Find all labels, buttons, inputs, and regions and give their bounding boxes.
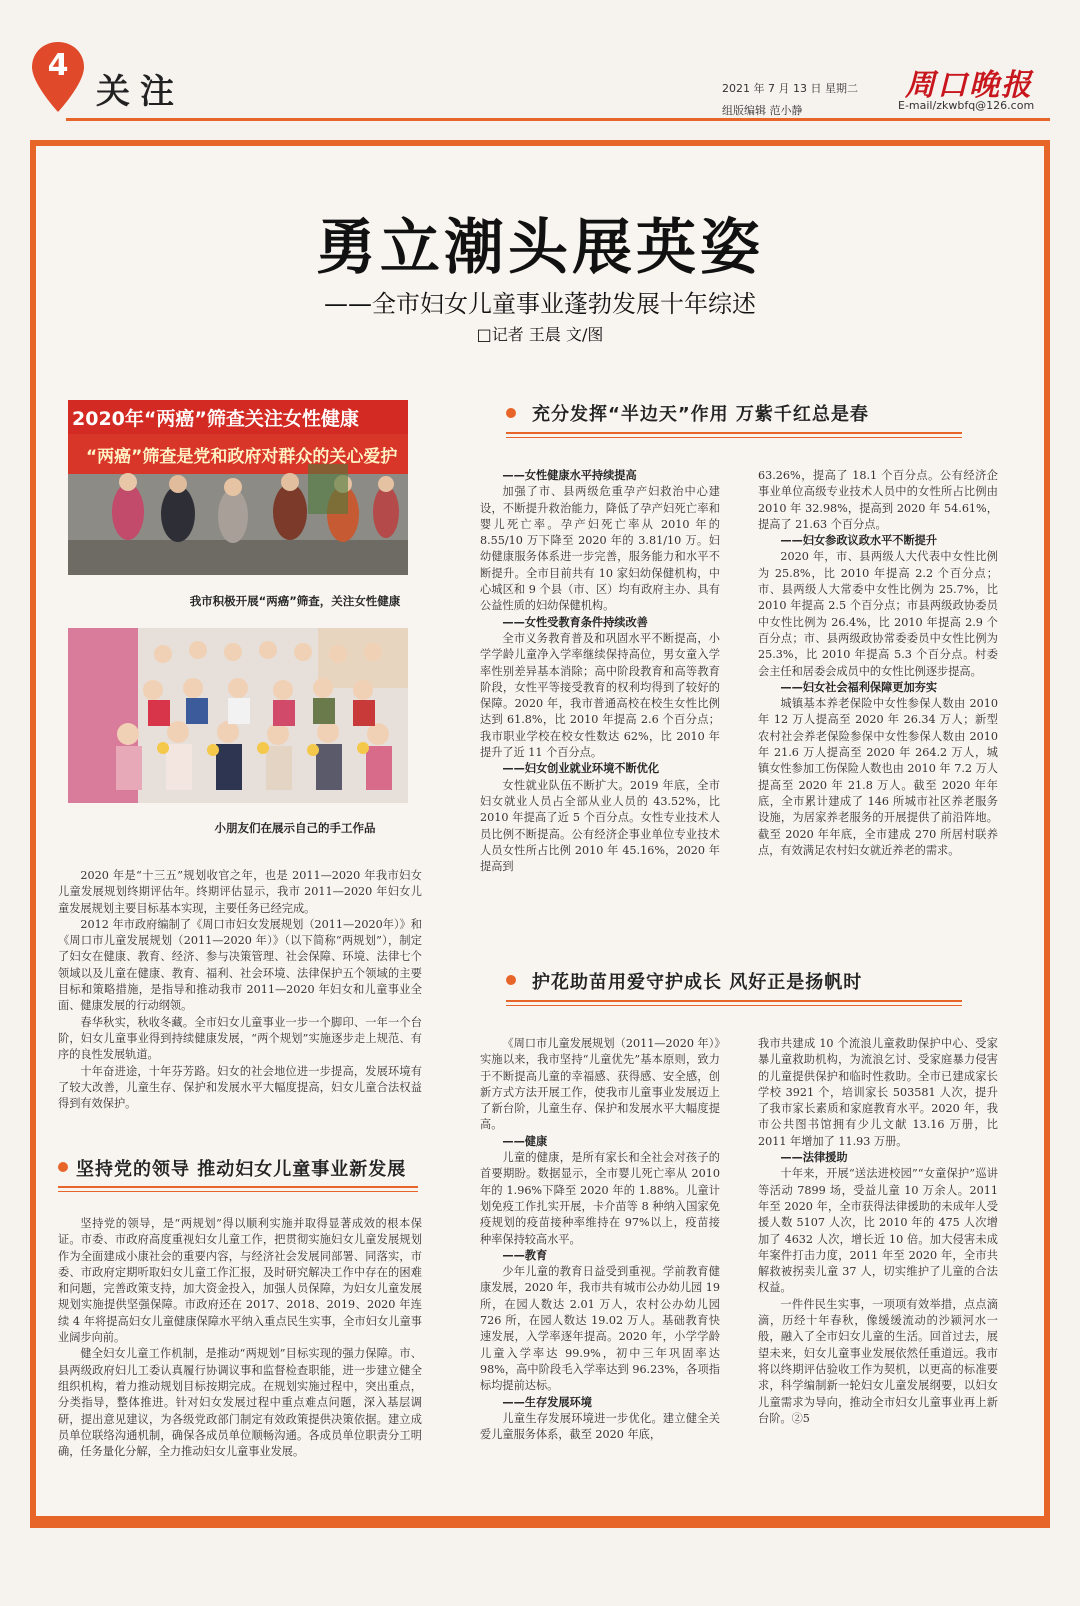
subheading-employment: ——妇女创业就业环境不断优化 bbox=[502, 762, 660, 776]
section1-underline bbox=[58, 1186, 418, 1188]
section3-underline bbox=[506, 1000, 962, 1002]
intro-paragraph: 十年奋进途，十年芬芳路。妇女的社会地位进一步提高，发展环境有了较大改善，儿童生存、保护和发展水平大幅度提高，妇女儿童合法权益得到有效保护。 bbox=[58, 1064, 422, 1111]
banner-text-line-2: “两癌”筛查是党和政府对群众的关心爱护 bbox=[86, 447, 398, 467]
section2-bullet-icon bbox=[506, 408, 516, 418]
headline: 勇立潮头展英姿 bbox=[316, 213, 764, 283]
paragraph: 女性就业队伍不断扩大。2019 年底，全市妇女就业人员占全部从业人员的 43.52%，比 2010 年提高了近 5 个百分点。女性专业技术人员比例不断提高。公有经济企事业单位专业技术人员女性所占比例 2010 年 45.16%，2020 年提高到 bbox=[480, 778, 720, 874]
section3-column-2 bbox=[758, 1036, 998, 1427]
section1-paragraph: 坚持党的领导，是“两规划”得以顺利实施并取得显著成效的根本保证。市委、市政府高度重视妇女儿童工作，把贯彻实施妇女儿童发展规划作为全面建成小康社会的重要内容，与经济社会发展同部署、同落实，市委、市政府定期听取妇女儿童工作汇报，及时研究解决工作中存在的困难和问题，完善政策支持，加大资金投入，加强人员保障，为妇女儿童发展规划实施提供坚强保障。市政府还在 2017、2018、2019、2020 年连续 4 年将提高妇女儿童健康保障水平纳入重点民生实事，全市妇女儿童事业阔步向前。 bbox=[58, 1217, 422, 1345]
section1-bullet-icon bbox=[58, 1162, 68, 1172]
paragraph: 十年来，开展“送法进校园”“女童保护”巡讲等活动 7899 场，受益儿童 10 万余人。2011 年至 2020 年，全市获得法律援助的未成年人受援人数 5107 人次，比 2010 年的 475 人次增加了 4632 人次，增长近 10 倍。加大侵害未成年案件打击力度，2011 年至 2020 年，全市共解救被拐卖儿童 37 人，切实维护了儿童的合法权益。 bbox=[758, 1167, 998, 1295]
section3-bullet-icon bbox=[506, 975, 516, 985]
issue-date: 2021 年 7 月 13 日 星期二 bbox=[722, 82, 858, 95]
section2-title: 充分发挥“半边天”作用 万紫千红总是春 bbox=[532, 404, 869, 425]
section-name: 关注 bbox=[96, 72, 184, 112]
paragraph: 一件件民生实事，一项项有效举措，点点滴滴，历经十年春秋，像缓缓流动的沙颍河水一般，融入了全市妇女儿童的生活。回首过去，展望未来，妇女儿童事业发展依然任重道远。我市将以终期评估验收工作为契机，以更高的标准要求，科学编制新一轮妇女儿童发展纲要，以妇女儿童需求为导向，推动全市妇女儿童事业再上新台阶。②5 bbox=[758, 1297, 998, 1425]
subheading-legal-aid: ——法律援助 bbox=[780, 1151, 848, 1165]
section1-text bbox=[58, 1216, 422, 1460]
photo-children bbox=[68, 628, 408, 803]
section2-column-2 bbox=[758, 468, 998, 859]
paragraph-continued: 我市共建成 10 个流浪儿童救助保护中心、受家暴儿童救助机构，为流浪乞讨、受家庭暴力侵害的儿童提供保护和临时性救助。全市已建成家长学校 3921 个，培训家长 503581 人次，提升了我市家长素质和家庭教育水平。2020 年，我市公共图书馆拥有少儿文献 13.16 万册，比 2011 年增加了 11.93 万册。 bbox=[758, 1037, 998, 1148]
subheading-health: ——女性健康水平持续提高 bbox=[502, 469, 637, 482]
intro-paragraph: 2020 年是“十三五”规划收官之年，也是 2011—2020 年我市妇女儿童发展规划终期评估年。终期评估显示，我市 2011—2020 年妇女儿童发展规划主要目标基本实现，主要任务已经完成。 bbox=[58, 869, 422, 915]
section1-title: 坚持党的领导 推动妇女儿童事业新发展 bbox=[76, 1159, 407, 1180]
photo-children-caption: 小朋友们在展示自己的手工作品 bbox=[214, 821, 376, 835]
subheading-environment: ——生存发展环境 bbox=[502, 1395, 592, 1409]
intro-text bbox=[58, 868, 422, 1112]
section3-column-1 bbox=[480, 1036, 720, 1443]
photo-screening-caption: 我市积极开展“两癌”筛查，关注女性健康 bbox=[189, 594, 401, 608]
subheading-welfare: ——妇女社会福利保障更加夯实 bbox=[780, 680, 938, 694]
paragraph: 2020 年，市、县两级人大代表中女性比例为 25.8%，比 2010 年提高 2.2 个百分点；市、县两级人大常委中女性比例为 25.7%，比 2010 年提高 2.5 个百分点；市县两级政协委员中女性比例为 26.4%，比 2010 年提高 2.9 个百分点；市、县两级政协常委委员中女性比例为 25.3%，比 2010 年提高 5.3 个百分点。村委会主任和居委会成员中的女性比例逐步提高。 bbox=[758, 550, 998, 678]
bottom-bar bbox=[30, 1520, 1050, 1528]
paragraph: 《周口市儿童发展规划（2011—2020 年）》实施以来，我市坚持“儿童优先”基本原则，致力于不断提高儿童的幸福感、获得感、安全感，创新方式方法开展工作，使我市儿童事业发展迈上了新台阶，儿童生存、保护和发展水平大幅度提高。 bbox=[480, 1037, 720, 1132]
paragraph: 儿童的健康，是所有家长和全社会对孩子的首要期盼。数据显示，全市婴儿死亡率从 2010 年的 1.96%下降至 2020 年的 1.88%。儿童计划免疫工作扎实开展，卡介苗等 8 种纳入国家免疫规划的疫苗接种率维持在 97%以上，疫苗接种率保持较高水平。 bbox=[480, 1151, 720, 1246]
section2-underline-thin bbox=[506, 437, 962, 438]
subheadline: ——全市妇女儿童事业蓬勃发展十年综述 bbox=[324, 290, 756, 318]
masthead-rule bbox=[66, 118, 1050, 121]
banner-text-line-1: 2020年“两癌”筛查关注女性健康 bbox=[72, 408, 359, 430]
paragraph-continued: 63.26%，提高了 18.1 个百分点。公有经济企事业单位高级专业技术人员中的女性所占比例由 2010 年 32.98%，提高到 2020 年 54.61%，提高了 21.63 个百分点。 bbox=[758, 469, 998, 531]
subheading-politics: ——妇女参政议政水平不断提升 bbox=[780, 534, 938, 548]
photo-screening bbox=[68, 400, 408, 575]
subheading-education: ——女性受教育条件持续改善 bbox=[502, 615, 648, 629]
children-photo-image bbox=[68, 628, 408, 803]
paragraph: 儿童生存发展环境进一步优化。建立健全关爱儿童服务体系，截至 2020 年底， bbox=[480, 1411, 720, 1442]
intro-paragraph: 2012 年市政府编制了《周口市妇女发展规划（2011—2020年）》和《周口市儿童发展规划（2011—2020 年）》（以下简称“两规划”），制定了妇女在健康、教育、经济、参与决策管理、社会保障、环境、法律七个领域以及儿童在健康、教育、福利、社会环境、法律保护五个领域的主要目标和策略措施，是指导和推动我市 2011—2020 年妇女和儿童事业全面、健康发展的行动纲领。 bbox=[58, 917, 422, 1013]
masthead bbox=[30, 44, 1050, 120]
section3-title: 护花助苗用爱守护成长 风好正是扬帆时 bbox=[532, 972, 863, 993]
contact-email: E-mail/zkwbfq@126.com bbox=[898, 99, 1035, 112]
paragraph: 城镇基本养老保险中女性参保人数由 2010 年 12 万人提高至 2020 年 26.34 万人；新型农村社会养老保险参保中女性参保人数由 2010 年 21.6 万人提高至 2020 年 264.2 万人，城镇女性参加工伤保险人数也由 2010 年 7.2 万人提高至 2020 年 21.8 万人。截至 2020 年年底，全市累计建成了 146 所城市社区养老服务设施，为居家养老服务的开展提供了前沿阵地。截至 2020 年年底，全市建成 270 所居村联养点，有效满足农村妇女就近养老的需求。 bbox=[758, 697, 998, 857]
page-number: 4 bbox=[47, 48, 69, 83]
byline: □记者 王晨 文/图 bbox=[476, 325, 604, 344]
section1-underline-thin bbox=[58, 1191, 418, 1192]
intro-paragraph: 春华秋实，秋收冬藏。全市妇女儿童事业一步一个脚印、一年一个台阶，妇女儿童事业得到持续健康发展，“两个规划”实施逐步走上规范、有序的良性发展轨道。 bbox=[58, 1015, 422, 1062]
section3-underline-thin bbox=[506, 1005, 962, 1006]
paragraph: 加强了市、县两级危重孕产妇救治中心建设，不断提升救治能力，降低了孕产妇死亡率和婴儿死亡率。孕产妇死亡率从 2010 年的 8.55/10 万下降至 2020 年的 3.81/10 万。妇幼健康服务体系进一步完善，服务能力和水平不断提升。全市目前共有 10 家妇幼保健机构，中心城区和 9 个县（市、区）均有政府主办、具有公益性质的妇幼保健机构。 bbox=[480, 485, 720, 613]
subheading-education: ——教育 bbox=[502, 1248, 548, 1262]
issue-meta bbox=[722, 78, 858, 122]
paragraph: 少年儿童的教育日益受到重视。学前教育健康发展，2020 年，我市共有城市公办幼儿园 19 所，在园人数达 2.01 万人，农村公办幼儿园 726 所，在园人数达 19.02 万人。基础教育快速发展，入学率逐年提高。2020 年，小学学龄儿童入学率达 99.9%，初中三年巩固率达 98%，高中阶段毛入学率达到 96.23%，各项指标均提前达标。 bbox=[480, 1265, 721, 1393]
layout-editor: 组版编辑 范小静 bbox=[722, 104, 803, 117]
newspaper-logo: 周口晚报 bbox=[905, 68, 1033, 103]
section1-paragraph: 健全妇女儿童工作机制，是推动“两规划”目标实现的强力保障。市、县两级政府妇儿工委认真履行协调议事和监督检查职能，进一步建立健全组织机构，着力推动规划目标按期完成。在规划实施过程中，突出重点，分类指导，整体推进。针对妇女发展过程中重点难点问题，深入基层调研，提出意见建议，为各级党政部门制定有效政策提供决策依据。建立成员单位联络沟通机制，确保各成员单位顺畅沟通。各成员单位职责分工明确，任务量化分解，全力推动妇女儿童事业发展。 bbox=[58, 1347, 422, 1459]
subheading-health: ——健康 bbox=[502, 1134, 548, 1148]
section2-underline bbox=[506, 432, 962, 434]
section2-column-1 bbox=[480, 468, 720, 875]
paragraph: 全市义务教育普及和巩固水平不断提高，小学学龄儿童净入学率继续保持高位，男女童入学率性别差异基本消除；高中阶段教育和高等教育阶段，女性平等接受教育的权利均得到了较好的保障。2020 年，我市普通高校在校生女性比例达到 61.8%，比 2010 年提高 2.6 个百分点；我市职业学校在校女性数达 62%，比 2010 年提升了近 11 个百分点。 bbox=[480, 631, 720, 760]
